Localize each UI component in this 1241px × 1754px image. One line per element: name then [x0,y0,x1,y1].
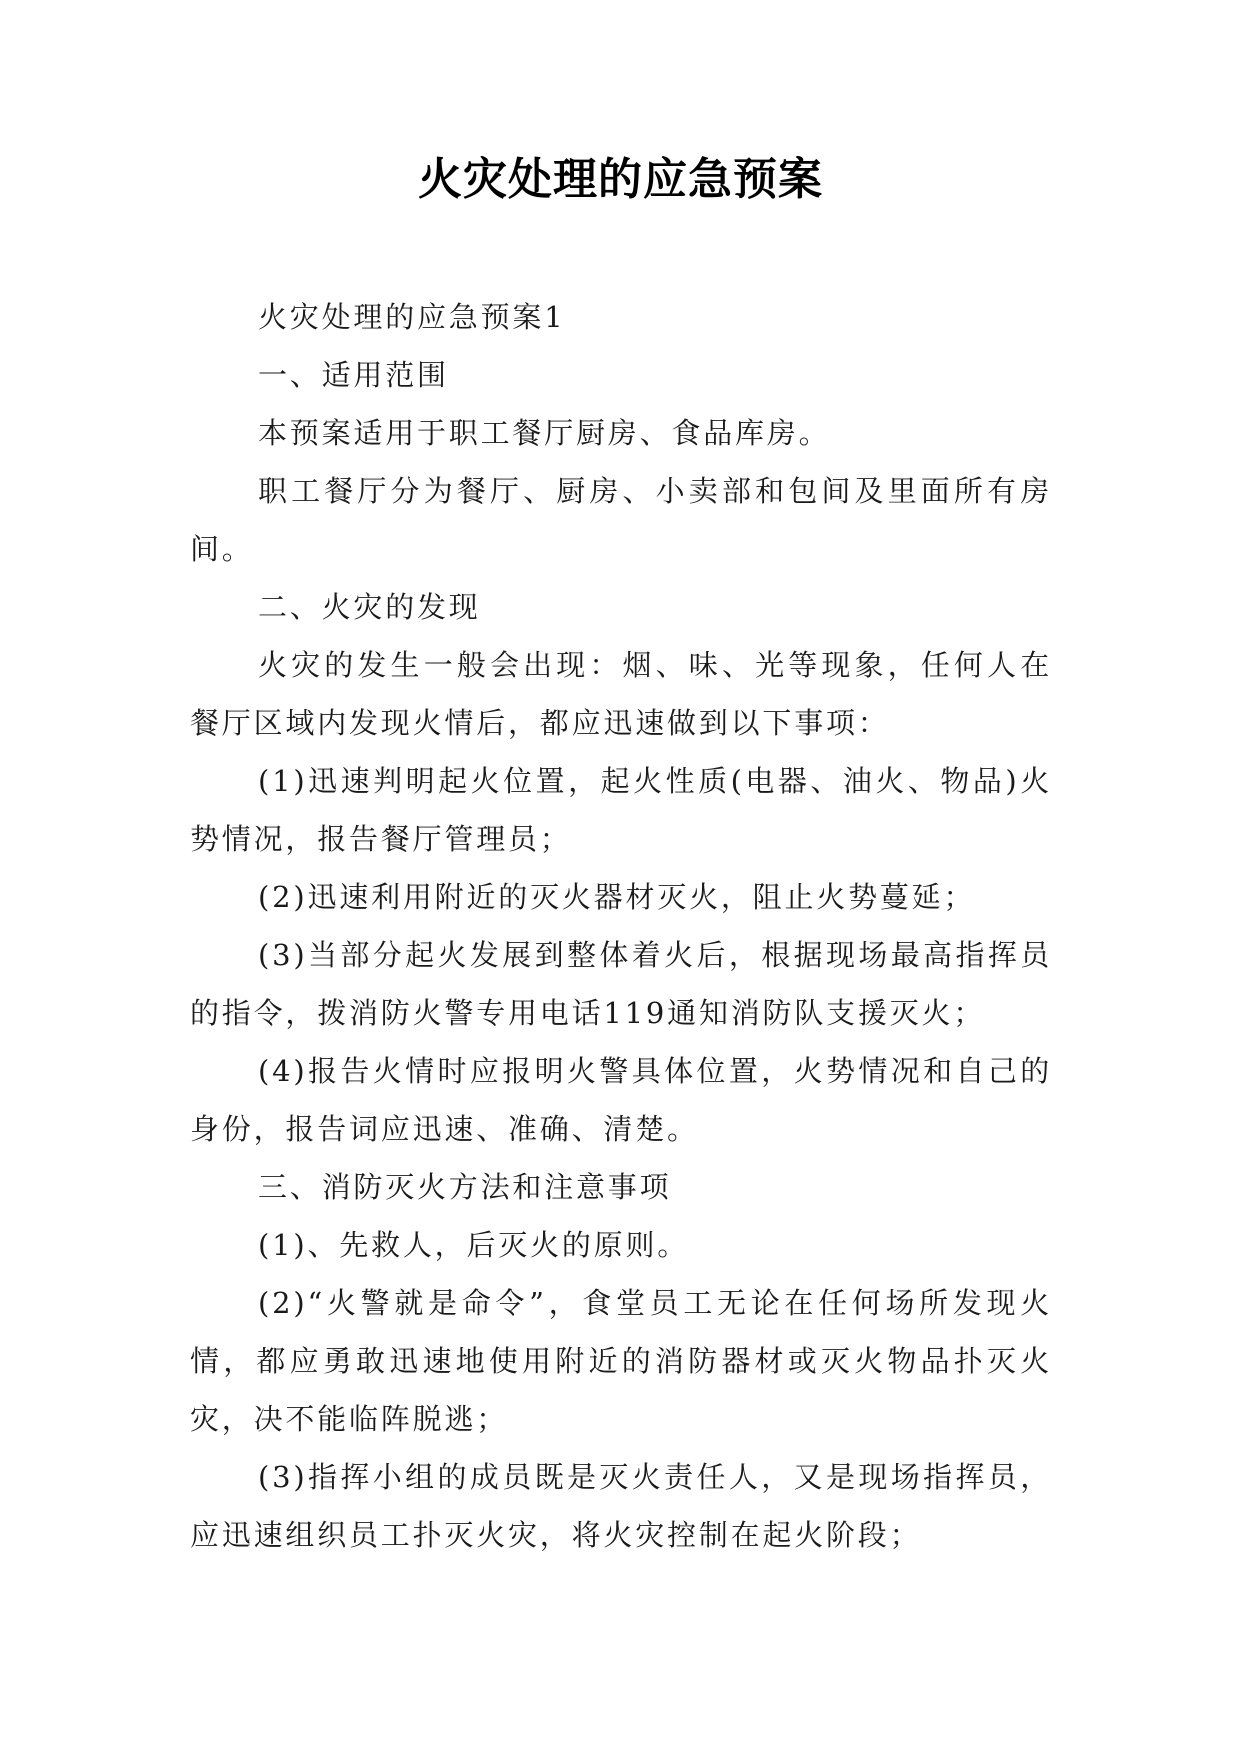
list-item: (2)“火警就是命令”，食堂员工无论在任何场所发现火情，都应勇敢迅速地使用附近的消防器材或灭火物品扑灭火灾，决不能临阵脱逃； [190,1286,1052,1436]
paragraph: 本预案适用于职工餐厅厨房、食品库房。 [258,416,831,450]
paragraph: 火灾的发生一般会出现：烟、味、光等现象，任何人在餐厅区域内发现火情后，都应迅速做到以下事项： [190,648,1052,740]
section-heading-2: 二、火灾的发现 [258,590,481,624]
list-item: (3)当部分起火发展到整体着火后，根据现场最高指挥员的指令，拨消防火警专用电话119通知消防队支援灭火； [190,938,1052,1030]
paragraph: 职工餐厅分为餐厅、厨房、小卖部和包间及里面所有房间。 [190,474,1052,566]
section-heading-1: 一、适用范围 [258,358,449,392]
subtitle-paragraph: 火灾处理的应急预案1 [258,300,566,334]
document-title: 火灾处理的应急预案 [418,154,823,205]
list-item: (3)指挥小组的成员既是灭火责任人，又是现场指挥员，应迅速组织员工扑灭火灾，将火灾控制在起火阶段； [190,1460,1052,1552]
list-item: (4)报告火情时应报明火警具体位置，火势情况和自己的身份，报告词应迅速、准确、清楚。 [190,1054,1052,1146]
section-heading-3: 三、消防灭火方法和注意事项 [258,1170,672,1204]
document-body [190,288,1052,1564]
list-item: (2)迅速利用附近的灭火器材灭火，阻止火势蔓延； [258,880,976,914]
list-item: (1)、先救人，后灭火的原则。 [258,1228,690,1262]
list-item: (1)迅速判明起火位置，起火性质(电器、油火、物品)火势情况，报告餐厅管理员； [190,764,1052,856]
